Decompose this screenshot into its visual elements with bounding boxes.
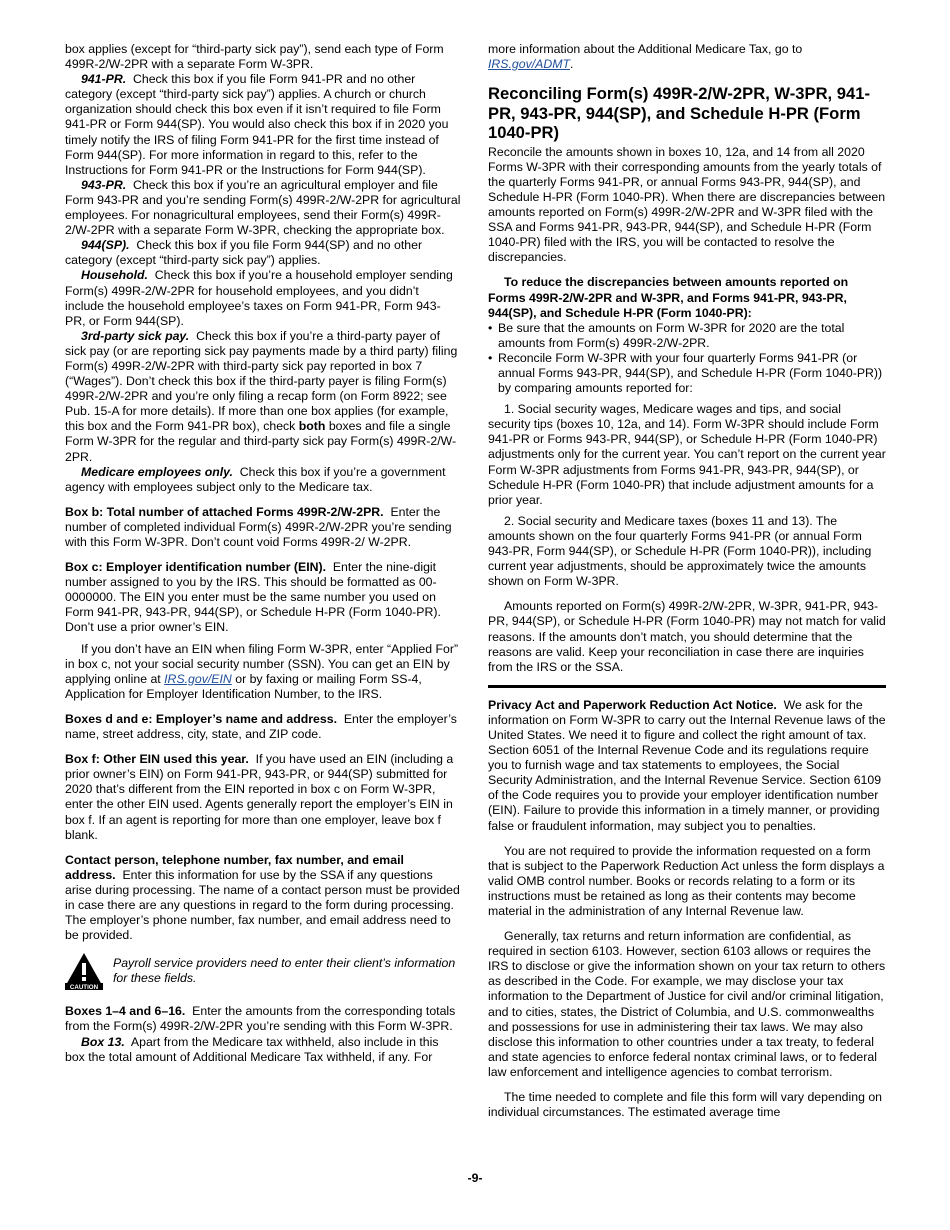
text-boxes-d-e: Enter the employer’s name, street address, city, state, and ZIP code.: [65, 711, 457, 742]
paragraph-household: [65, 268, 461, 328]
paragraph-941pr: [65, 72, 461, 178]
caution-text: Payroll service providers need to enter their client’s information for these fields.: [113, 956, 456, 986]
text-boxes-1-16: Enter the amounts from the corresponding totals from the Form(s) 499R-2/W-2PR you’re sending with this Form W-3PR.: [65, 1004, 456, 1034]
text-privacy-act: We ask for the information on Form W-3PR to carry out the Internal Revenue laws of the United States. We need it to figure and collect the right amount of tax. Section 6051 of the Internal Revenue Code and its regulations require you to furnish wage and tax statements to employees, the Social Security Administration, and the Internal Revenue Service. Section 6109 of the Code requires you to provide your employer identification number (EIN). Failure to provide this information in a timely manner, or providing false or fraudulent information, may subject you to penalties.: [488, 697, 886, 833]
right-column: [488, 42, 886, 1120]
label-medicare-employees: Medicare employees only.: [81, 464, 233, 479]
heading-privacy-act: Privacy Act and Paperwork Reduction Act Notice.: [488, 697, 777, 712]
paragraph-box-c: [65, 560, 461, 635]
section-heading-reconciling: Reconciling Form(s) 499R-2/W-2PR, W-3PR, 941-PR, 943-PR, 944(SP), and Schedule H-PR (Form 1040-PR): [488, 84, 870, 143]
label-941pr: 941-PR.: [81, 72, 127, 87]
text-both-bold: both: [298, 419, 326, 434]
paragraph-not-required: You are not required to provide the information requested on a form that is subject to the Paperwork Reduction Act unless the form displays a valid OMB control number. Books or records relating to a form or its instructions must be retained as long as their contents may become material in the administration of any Internal Revenue law.: [488, 843, 885, 918]
paragraph-box-f: [65, 752, 461, 843]
text-ein-a: If you don’t have an EIN when filing Form W-3PR, enter “Applied For” in box c, not your social security number (SSN). You can get an EIN by applying online at: [65, 641, 459, 686]
paragraph-admt: more information about the Additional Medicare Tax, go to IRS.gov/ADMT.: [488, 42, 803, 72]
text-box-13: Apart from the Medicare tax withheld, also include in this box the total amount of Additional Medicare Tax withheld, if any. For: [65, 1034, 439, 1064]
text-medicare-employees: Check this box if you’re a government agency with employees subject only to the Medicare tax.: [65, 464, 446, 494]
text-box-c: Enter the nine-digit number assigned to you by the IRS. This should be formatted as 00-0000000. The EIN you enter must be the same number you used on Form 941-PR, 943-PR, 944(SP), or Schedule H-PR (Form 1040-PR). Don’t use a prior owner’s EIN.: [65, 560, 441, 635]
paragraph-amounts-reported: Amounts reported on Form(s) 499R-2/W-2PR, W-3PR, 941-PR, 943-PR, 944(SP), or Schedule H-PR (Form 1040-PR) may not match for valid reasons. If the amounts don’t match, you should determine that the reasons are valid. Keep your reconciliation in case there are inquiries from the IRS or the SSA.: [488, 599, 886, 674]
text-admt: more information about the Additional Medicare Tax, go to: [488, 42, 803, 56]
list-item: [488, 321, 886, 351]
caution-note: [65, 952, 461, 994]
paragraph-third-party-sick-pay: [65, 329, 461, 465]
link-irs-gov-admt[interactable]: IRS.gov/ADMT: [488, 57, 570, 72]
paragraph-ein-applied-for: [65, 642, 461, 702]
section-divider: [488, 685, 886, 688]
paragraph-time-needed: The time needed to complete and file this form will vary depending on individual circumstances. The estimated average time: [488, 1090, 882, 1120]
numbered-item-1: 1. Social security wages, Medicare wages and tips, and social security tips (boxes 10, 12a, and 14). Form W-3PR should include Form 941-PR or Forms 943-PR, 944(SP), or Schedule H-PR (Form 1040-PR) adjustments only for the current year. You can’t report on the current year Form W-3PR adjustments from Forms 941-PR, 943-PR, 944(SP), or Schedule H-PR (Form 1040-PR) that include adjustment amounts for a prior year.: [488, 402, 886, 507]
heading-boxes-1-16: Boxes 1–4 and 6–16.: [65, 1004, 186, 1019]
paragraph-943pr: [65, 178, 461, 238]
caution-icon: [65, 952, 103, 994]
text-box-f: If you have used an EIN (including a prior owner’s EIN) on Form 941-PR, 943-PR, or 944(SP) submitted for 2020 that’s different from the EIN reported in box c on Form W-3PR, enter the other EIN used. Agents generally report the employer’s EIN in box f. If an agent is reporting for more than one employer, leave box f blank.: [65, 752, 454, 842]
paragraph-box-13: [65, 1035, 461, 1065]
paragraph-contact-person: [65, 853, 461, 944]
paragraph-boxes-1-16: [65, 1004, 461, 1034]
heading-box-f: Box f: Other EIN used this year.: [65, 752, 249, 767]
text-ein-b: or by faxing or mailing Form SS-4, Application for Employer Identification Number, to the IRS.: [65, 671, 422, 701]
label-943pr: 943-PR.: [81, 177, 127, 192]
page-number: -9-: [467, 1171, 483, 1185]
text-943pr: Check this box if you’re an agricultural employer and file Form 943-PR and you’re sending Form(s) 499R-2/W-2PR for agricultural employees. For nonagricultural employees, send their Form(s) 499R-2/W-2PR with a separate Form W-3PR, checking the appropriate box.: [65, 177, 461, 238]
text-third-party-a: Check this box if you’re a third-party payer of sick pay (or are reporting sick pay payments made by a third party) filing Form(s) 499R-2/W-2PR with third-party sick pay reported in box 7 (“Wages”). Don’t check this box if the third-party payer is filing Form(s) 499R-2/W-2PR and you’re only filing a recap form (on Form 8922; see Pub. 15-A for more details). If more than one box applies (for example, this box and the Form 941-PR box), check: [65, 328, 458, 434]
paragraph-boxes-d-e: [65, 712, 461, 742]
heading-contact-person: Contact person, telephone number, fax number, and email address.: [65, 852, 404, 882]
paragraph-medicare-employees: [65, 465, 461, 495]
label-third-party-sick-pay: 3rd-party sick pay.: [81, 328, 190, 343]
bullet-marker: •: [488, 320, 493, 335]
paragraph-box-applies: box applies (except for “third-party sick pay”), send each type of Form 499R-2/W-2PR with a separate Form W-3PR.: [65, 42, 444, 72]
text-contact-person: Enter this information for use by the SSA if any questions arise during processing. The name of a contact person must be provided in case there are any questions in regard to the form during processing. The employer’s phone number, fax number, and email address need to be provided.: [65, 867, 460, 943]
text-third-party-b: boxes and file a single Form W-3PR for the regular and third-party sick pay Form(s) 499R-2/W-2PR.: [65, 419, 457, 464]
bullet-text-1: Be sure that the amounts on Form W-3PR for 2020 are the total amounts from Form(s) 499R-2/W-2PR.: [498, 320, 845, 350]
text-941pr: Check this box if you file Form 941-PR and no other category (except “third-party sick pay”) applies. A church or church organization should check this box even if it isn’t required to file Form 941-PR or Form 944(SP). You would also check this box if in 2020 you timely notify the IRS of filing Form 941-PR for the first time instead of Form 944(SP). For more information in regard to this, refer to the Instructions for Form 941-PR or the Instructions for Form 944(SP).: [65, 72, 449, 177]
heading-box-b: Box b: Total number of attached Forms 499R-2/W-2PR.: [65, 504, 384, 519]
link-irs-gov-ein[interactable]: IRS.gov/EIN: [164, 671, 232, 686]
paragraph-confidential: Generally, tax returns and return information are confidential, as required in section 6103. However, section 6103 allows or requires the IRS to disclose or give the information shown on your tax return to others as described in the Code. For example, we may disclose your tax information to the Department of Justice for civil and/or criminal litigation, and to cities, states, the District of Columbia, and U.S. commonwealths and possessions for use in administering their tax laws. We may also disclose this information to other countries under a tax treaty, to federal and state agencies to enforce federal nontax criminal laws, or to federal law enforcement and intelligence agencies to combat terrorism.: [488, 929, 886, 1079]
bullet-marker: •: [488, 350, 493, 365]
left-column: [65, 42, 461, 1065]
text-944sp: Check this box if you file Form 944(SP) and no other category (except “third-party sick pay”) applies.: [65, 238, 423, 268]
heading-box-c: Box c: Employer identification number (EIN).: [65, 560, 326, 575]
caution-word: CAUTION: [69, 984, 99, 991]
paragraph-reconcile: Reconcile the amounts shown in boxes 10, 12a, and 14 from all 2020 Forms W-3PR with their corresponding amounts from the yearly totals of the quarterly Forms 941-PR, or annual Forms 943-PR, 944(SP), and Schedule H-PR (Form 1040-PR). When there are discrepancies between amounts reported on Form(s) 499R-2/W-2PR and W-3PR filed with the SSA and Forms 941-PR, 943-PR, 944(SP), and Schedule H-PR (Form 1040-PR) filed with the IRS, you will be contacted to resolve the discrepancies.: [488, 144, 886, 265]
bullet-text-2: Reconcile Form W-3PR with your four quarterly Forms 941-PR (or annual Forms 943-PR, 944(SP), and Schedule H-PR (Form 1040-PR)) by comparing amounts reported for:: [498, 350, 883, 396]
text-box-b: Enter the number of completed individual Form(s) 499R-2/W-2PR you’re sending with this Form W-3PR. Don’t count void Forms 499R-2/ W-2PR.: [65, 504, 452, 549]
heading-boxes-d-e: Boxes d and e: Employer’s name and address.: [65, 711, 337, 726]
label-944sp: 944(SP).: [81, 238, 130, 253]
text-household: Check this box if you’re a household employer sending Form(s) 499R-2/W-2PR for household employees, and you didn’t include the household employee’s taxes on Form 941-PR, Form 943-PR, or Form 944(SP).: [65, 268, 453, 328]
paragraph-reduce-discrepancies: To reduce the discrepancies between amounts reported on Forms 499R-2/W-2PR and W-3PR, and Forms 941-PR, 943-PR, 944(SP), and Schedule H-PR (Form 1040-PR):: [488, 275, 849, 320]
paragraph-944sp: [65, 238, 461, 268]
label-box-13: Box 13.: [81, 1034, 125, 1049]
numbered-item-2: 2. Social security and Medicare taxes (boxes 11 and 13). The amounts shown on the four quarterly Forms 941-PR (or annual Form 943-PR, Form 944(SP), or Schedule H-PR (Form 1040-PR)), including current year adjustments, should be approximately twice the amounts shown on Form W-3PR.: [488, 513, 872, 589]
paragraph-box-b: [65, 505, 461, 550]
list-item: [488, 351, 886, 396]
label-household: Household.: [81, 268, 148, 283]
paragraph-privacy-act: [488, 698, 886, 834]
